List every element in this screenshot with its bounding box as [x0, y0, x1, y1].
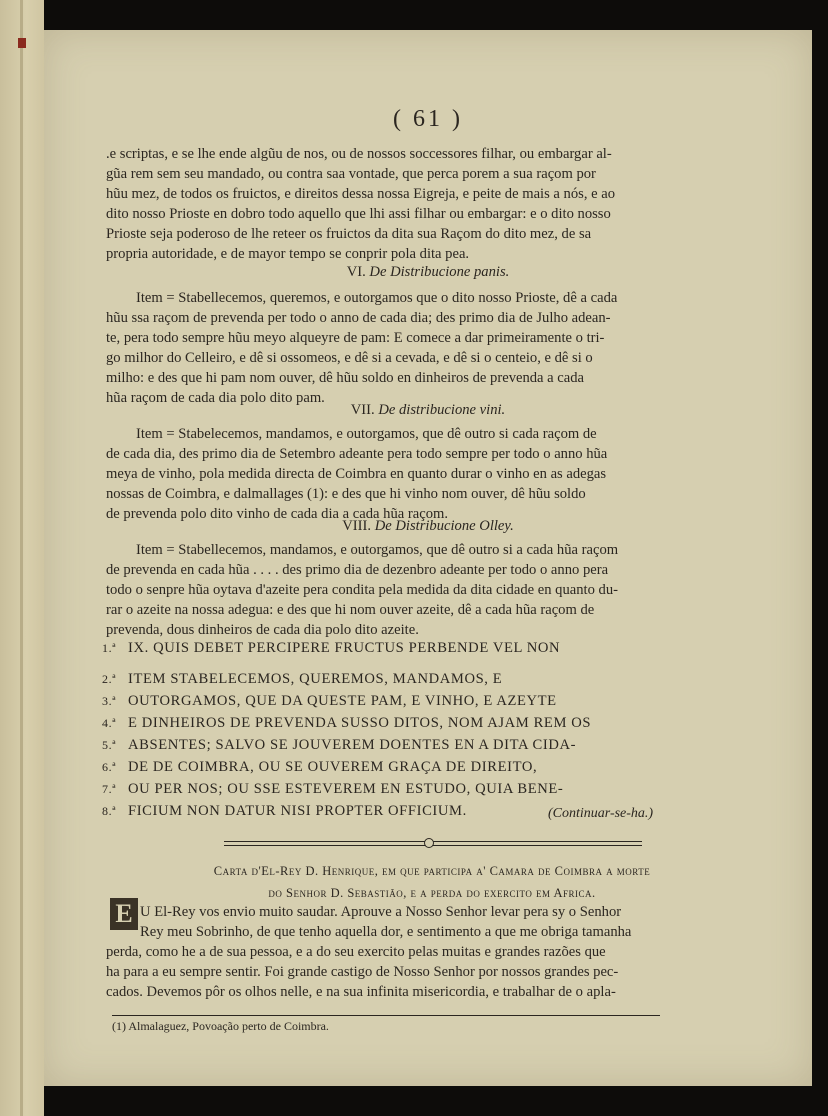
- letter-body: [106, 942, 656, 1002]
- divider-ornament: [424, 838, 434, 848]
- section-vii-body: [106, 424, 654, 524]
- caps-text: DE DE COIMBRA, OU SE OUVEREM GRAÇA DE DIREITO,: [128, 759, 538, 775]
- text-line: dito nosso Prioste en dobro todo aquello que lhi assi filhar ou embargar: e o dito nosso: [106, 206, 611, 222]
- section-viii-body: [106, 540, 654, 640]
- left-page-edge: [0, 0, 44, 1116]
- text-line: de prevenda polo dito vinho de cada dia a cada hũa raçom.: [106, 506, 448, 522]
- text-line: .e scriptas, e se lhe ende algũu de nos, ou de nossos soccessores filhar, ou embargar al-: [106, 146, 612, 162]
- section-vi-body: [106, 288, 654, 408]
- section-number: VI.: [346, 264, 366, 280]
- section-heading-vii: [44, 400, 812, 420]
- section-title: De distribucione vini.: [378, 402, 506, 418]
- text-line: milho: e des que hi pam nom ouver, dê hũu soldo en dinheiros de prevenda a cada: [106, 370, 585, 386]
- text-line: cados. Devemos pôr os olhos nelle, e na sua infinita misericordia, e trabalhar de o apla-: [106, 984, 616, 1000]
- caps-text: IX. QUIS DEBET PERCIPERE FRUCTUS PERBENDE VEL NON: [128, 640, 561, 656]
- intro-paragraph: [106, 144, 654, 264]
- section-divider: [224, 841, 642, 846]
- text-line: go milhor do Celleiro, e dê si ossomeos, e dê si a cevada, e dê si o centeio, e dê si o: [106, 350, 593, 366]
- caps-line: [102, 715, 662, 739]
- caps-text: ITEM STABELECEMOS, QUEREMOS, MANDAMOS, E: [128, 671, 503, 687]
- text-line: nossas de Coimbra, e dalmallages (1): e des que hi vinho nom ouver, dê hũu soldo: [106, 486, 586, 502]
- text-line: ha para a eu sempre sentir. Foi grande castigo de Nosso Senhor por nossos grandes pec-: [106, 964, 619, 980]
- section-title: De Distribucione Olley.: [374, 518, 514, 534]
- text-line: hũu mez, de todos os fruictos, e direitos dessa nossa Eigreja, e peite de mais a nós, e ao: [106, 186, 616, 202]
- text-line: propria autoridade, e de mayor tempo se conprir pola dita pea.: [106, 246, 470, 262]
- line-number: 2.ª: [102, 672, 117, 686]
- letter-first-lines: [140, 902, 656, 942]
- line-number: 7.ª: [102, 782, 117, 796]
- drop-cap: E: [110, 898, 138, 930]
- caps-text: OUTORGAMOS, QUE DA QUESTE PAM, E VINHO, E AZEYTE: [128, 693, 557, 709]
- text-line: Item = Stabelecemos, mandamos, e outorgamos, que dê outro si cada raçom de: [136, 426, 597, 442]
- text-line: hũa raçom de cada dia polo dito pam.: [106, 390, 325, 406]
- letter-heading-line: Carta d'El-Rey D. Henrique, em que participa a' Camara de Coimbra a morte: [213, 864, 651, 878]
- line-number: 8.ª: [102, 804, 117, 818]
- line-number: 5.ª: [102, 738, 117, 752]
- text-line: perda, como he a de sua pessoa, e a do seu exercito pelas muitas e grandes razões que: [106, 944, 606, 960]
- text-line: todo o senpre hũa oytava d'azeite pera condita pela medida da dita cidade en quanto du-: [106, 582, 618, 598]
- section-heading-viii: [44, 516, 812, 536]
- caps-text: E DINHEIROS DE PREVENDA SUSSO DITOS, NOM AJAM REM OS: [128, 715, 592, 731]
- red-page-marker: [18, 38, 26, 48]
- line-number: 6.ª: [102, 760, 117, 774]
- caps-text: ABSENTES; SALVO SE JOUVEREM DOENTES EN A DITA CIDA-: [128, 737, 577, 753]
- document-page: [44, 30, 812, 1086]
- text-line: rar o azeite na nossa adegua: e des que hi nom ouver azeite, dê a cada hũa raçom de: [106, 602, 595, 618]
- text-line: te, pera todo sempre hũu meyo alqueyre de pam: E comece a dar primeiramente o tri-: [106, 330, 605, 346]
- caps-line: [102, 781, 662, 805]
- caps-line: [102, 759, 662, 783]
- footnote: (1) Almalaguez, Povoação perto de Coimbra.: [112, 1019, 329, 1033]
- caps-line: [102, 640, 662, 664]
- letter-heading: [104, 860, 760, 904]
- text-line: U El-Rey vos envio muito saudar. Aprouve a Nosso Senhor levar pera sy o Senhor: [140, 904, 622, 920]
- section-number: VIII.: [342, 518, 372, 534]
- caps-text: FICIUM NON DATUR NISI PROPTER OFFICIUM.: [128, 803, 467, 819]
- text-line: de prevenda en cada hũa . . . . des primo dia de dezenbro adeante per todo o anno pera: [106, 562, 609, 578]
- text-line: prevenda, dous dinheiros de cada dia polo dito azeite.: [106, 622, 419, 638]
- line-number: 3.ª: [102, 694, 117, 708]
- text-line: meya de vinho, pola medida directa de Coimbra en quanto durar o vinho en as adegas: [106, 466, 607, 482]
- caps-line: [102, 671, 662, 695]
- text-line: Item = Stabellecemos, mandamos, e outorgamos, que dê outro si a cada hũa raçom: [136, 542, 619, 558]
- caps-text: OU PER NOS; OU SSE ESTEVEREM EN ESTUDO, QUIA BENE-: [128, 781, 564, 797]
- text-line: hũu ssa raçom de prevenda per todo o anno de cada dia; des primo dia de Julho adean-: [106, 310, 611, 326]
- caps-line: [102, 693, 662, 717]
- page-number: ( 61 ): [393, 106, 463, 132]
- line-number: 1.ª: [102, 641, 117, 655]
- line-number: 4.ª: [102, 716, 117, 730]
- section-heading-vi: [44, 262, 812, 282]
- section-title: De Distribucione panis.: [369, 264, 510, 280]
- text-line: gũa rem sem seu mandado, ou contra saa vontade, que perca porem a sua raçom por: [106, 166, 596, 182]
- section-number: VII.: [350, 402, 375, 418]
- letter-heading-line: do Senhor D. Sebastião, e a perda do exercito em Africa.: [268, 886, 596, 900]
- text-line: de cada dia, des primo dia de Setembro adeante pera todo sempre per todo o anno hũa: [106, 446, 608, 462]
- text-line: Prioste seja poderoso de lhe reteer os fruictos da dita sua Raçom do dito mez, de sa: [106, 226, 592, 242]
- text-line: Item = Stabellecemos, queremos, e outorgamos que o dito nosso Prioste, dê a cada: [136, 290, 618, 306]
- continuation-note: (Continuar-se-ha.): [548, 806, 654, 821]
- book-gutter: [20, 0, 23, 1116]
- text-line: Rey meu Sobrinho, de que tenho aquella dor, e sentimento a que me obriga tamanha: [140, 924, 632, 940]
- caps-line: [102, 737, 662, 761]
- footnote-rule: [112, 1015, 660, 1016]
